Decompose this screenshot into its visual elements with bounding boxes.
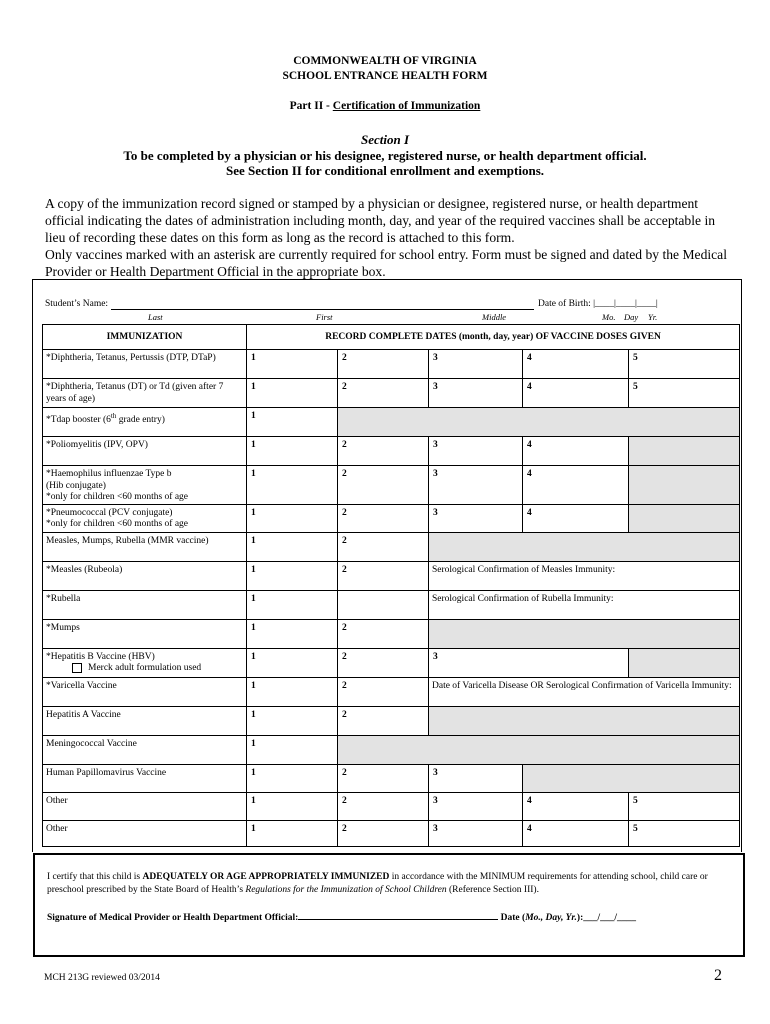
shaded-cell [629, 504, 740, 532]
dose-1[interactable]: 1 [247, 350, 338, 379]
table-row [43, 379, 740, 408]
serology-note[interactable]: Date of Varicella Disease OR Serological Confirmation of Varicella Immunity: [429, 677, 740, 706]
dose-4[interactable]: 4 [523, 792, 629, 820]
dose-2[interactable]: 2 [338, 350, 429, 379]
dose-1[interactable]: 1 [247, 792, 338, 820]
dose-4[interactable]: 4 [523, 504, 629, 532]
dose-5[interactable]: 5 [629, 792, 740, 820]
cert-text-pre: I certify that this child is [47, 872, 143, 882]
dose-3[interactable]: 3 [429, 437, 523, 466]
signature-field[interactable] [298, 909, 498, 920]
vaccine-name: *Rubella [43, 590, 247, 619]
vaccine-name-line-3: *only for children <60 months of age [46, 492, 189, 502]
shaded-cell [523, 764, 740, 792]
vaccine-name: *Measles (Rubeola) [43, 561, 247, 590]
dose-1[interactable]: 1 [247, 561, 338, 590]
dose-5[interactable]: 5 [629, 350, 740, 379]
dose-2[interactable]: 2 [338, 764, 429, 792]
vaccine-name: *Diphtheria, Tetanus, Pertussis (DTP, DTaP) [43, 350, 247, 379]
dose-2[interactable]: 2 [338, 792, 429, 820]
dose-1[interactable]: 1 [247, 590, 338, 619]
signature-line [47, 909, 636, 923]
table-header-row [43, 325, 740, 350]
dose-1[interactable]: 1 [247, 677, 338, 706]
form-title: SCHOOL ENTRANCE HEALTH FORM [282, 70, 488, 82]
table-row [43, 677, 740, 706]
immunization-table [42, 324, 740, 847]
dose-1[interactable]: 1 [247, 504, 338, 532]
dose-5[interactable]: 5 [629, 820, 740, 846]
vaccine-name [43, 408, 247, 437]
page-number: 2 [714, 967, 722, 984]
student-name-label: Student’s Name: [45, 299, 109, 309]
vaccine-name [43, 648, 247, 677]
dose-1[interactable]: 1 [247, 437, 338, 466]
empty-cell[interactable] [338, 590, 429, 619]
dose-2[interactable]: 2 [338, 466, 429, 505]
dose-5[interactable]: 5 [629, 379, 740, 408]
dose-4[interactable]: 4 [523, 466, 629, 505]
cert-text-bold: ADEQUATELY OR AGE APPROPRIATELY IMMUNIZED [142, 872, 390, 882]
cert-text-italic: Regulations for the Immunization of School Children [245, 885, 447, 895]
dose-1[interactable]: 1 [247, 619, 338, 648]
certification-text [47, 871, 727, 897]
vaccine-name: Other [43, 792, 247, 820]
dose-4[interactable]: 4 [523, 350, 629, 379]
vaccine-name-line-2: *only for children <60 months of age [46, 519, 189, 529]
dose-3[interactable]: 3 [429, 648, 629, 677]
table-row [43, 350, 740, 379]
table-row [43, 437, 740, 466]
dose-1[interactable]: 1 [247, 820, 338, 846]
table-row [43, 619, 740, 648]
vaccine-name-line-1: *Hepatitis B Vaccine (HBV) [46, 651, 155, 662]
dose-1[interactable]: 1 [247, 648, 338, 677]
name-sub-middle: Middle [482, 312, 507, 322]
name-sub-first: First [316, 312, 333, 322]
part-title [0, 100, 770, 112]
merck-option[interactable] [46, 663, 244, 675]
table-row [43, 648, 740, 677]
date-of-birth-field[interactable]: Date of Birth: |____|____|____| [538, 299, 658, 309]
student-name-field[interactable] [111, 309, 534, 310]
dose-3[interactable]: 3 [429, 764, 523, 792]
vaccine-name: Meningococcal Vaccine [43, 735, 247, 764]
dose-3[interactable]: 3 [429, 350, 523, 379]
dose-1[interactable]: 1 [247, 706, 338, 735]
table-row [43, 590, 740, 619]
dob-sub-day: Day [624, 312, 639, 322]
shaded-cell [338, 408, 740, 437]
serology-note[interactable]: Serological Confirmation of Rubella Immunity: [429, 590, 740, 619]
dose-2[interactable]: 2 [338, 706, 429, 735]
vaccine-name-post: grade entry) [116, 415, 165, 426]
part-name: Certification of Immunization [332, 100, 481, 112]
table-row [43, 561, 740, 590]
dose-4[interactable]: 4 [523, 379, 629, 408]
vaccine-name-pre: *Tdap booster (6 [46, 415, 111, 426]
form-id: MCH 213G reviewed 03/2014 [44, 973, 160, 983]
table-row [43, 706, 740, 735]
dose-2[interactable]: 2 [338, 532, 429, 561]
vaccine-name [43, 466, 247, 505]
vaccine-name: *Poliomyelitis (IPV, OPV) [43, 437, 247, 466]
dose-2[interactable]: 2 [338, 561, 429, 590]
intro-paragraph-2: Only vaccines marked with an asterisk are currently required for school entry. Form must be signed and dated by the Medical Provider or Health Department Official in the appropriate box. [45, 247, 727, 279]
table-row [43, 735, 740, 764]
shaded-cell [629, 437, 740, 466]
state-heading: COMMONWEALTH OF VIRGINIA [293, 55, 477, 67]
table-row [43, 532, 740, 561]
shaded-cell [629, 648, 740, 677]
table-row [43, 408, 740, 437]
vaccine-name: Human Papillomavirus Vaccine [43, 764, 247, 792]
vaccine-name [43, 504, 247, 532]
dose-2[interactable]: 2 [338, 504, 429, 532]
cert-text-mid: in accordance with the MINIMUM requirements for attending school, child care or preschool prescribed by the State Board of Health’s [47, 872, 708, 895]
dose-3[interactable]: 3 [429, 504, 523, 532]
vaccine-name-sup: th [110, 412, 117, 420]
dose-3[interactable]: 3 [429, 466, 523, 505]
merck-label: Merck adult formulation used [88, 663, 202, 674]
serology-note[interactable]: Serological Confirmation of Measles Immunity: [429, 561, 740, 590]
dose-2[interactable]: 2 [338, 677, 429, 706]
vaccine-name-line-2: (Hib conjugate) [46, 480, 106, 491]
dose-3[interactable]: 3 [429, 792, 523, 820]
vaccine-name-line-1: *Haemophilus influenzae Type b [46, 469, 172, 479]
dose-2[interactable]: 2 [338, 379, 429, 408]
dose-2[interactable]: 2 [338, 648, 429, 677]
dose-1[interactable]: 1 [247, 532, 338, 561]
vaccine-name-line-1: *Pneumococcal (PCV conjugate) [46, 507, 173, 518]
shaded-cell [429, 532, 740, 561]
header-record-dates: RECORD COMPLETE DATES (month, day, year) OF VACCINE DOSES GIVEN [247, 325, 740, 350]
header-immunization: IMMUNIZATION [43, 325, 247, 350]
dose-1[interactable]: 1 [247, 735, 338, 764]
table-row [43, 792, 740, 820]
vaccine-name: *Diphtheria, Tetanus (DT) or Td (given after 7 years of age) [43, 379, 247, 408]
checkbox-icon[interactable] [72, 663, 82, 673]
table-row [43, 820, 740, 846]
vaccine-name: Hepatitis A Vaccine [43, 706, 247, 735]
dose-1[interactable]: 1 [247, 408, 338, 437]
shaded-cell [338, 735, 740, 764]
certification-box [33, 853, 745, 957]
table-row [43, 504, 740, 532]
dose-4[interactable]: 4 [523, 437, 629, 466]
dose-3[interactable]: 3 [429, 379, 523, 408]
dob-sub-year: Yr. [648, 312, 658, 322]
dose-3[interactable]: 3 [429, 820, 523, 846]
shaded-cell [429, 619, 740, 648]
dose-4[interactable]: 4 [523, 820, 629, 846]
signature-label: Signature of Medical Provider or Health Department Official: [47, 913, 299, 923]
table-row [43, 764, 740, 792]
dob-sub-month: Mo. [602, 312, 616, 322]
section-title: Section I [360, 132, 410, 147]
dose-2[interactable]: 2 [338, 619, 429, 648]
vaccine-name: *Varicella Vaccine [43, 677, 247, 706]
shaded-cell [629, 466, 740, 505]
vaccine-name: Measles, Mumps, Rubella (MMR vaccine) [43, 532, 247, 561]
dose-2[interactable]: 2 [338, 437, 429, 466]
shaded-cell [429, 706, 740, 735]
name-sub-last: Last [148, 312, 163, 322]
vaccine-name: *Mumps [43, 619, 247, 648]
instruction-line-2: See Section II for conditional enrollment and exemptions. [225, 163, 545, 178]
dose-1[interactable]: 1 [247, 379, 338, 408]
cert-text-post: (Reference Section III). [446, 885, 539, 895]
dose-1[interactable]: 1 [247, 764, 338, 792]
date-label[interactable]: Date (Mo., Day, Yr.):___/___/____ [500, 913, 637, 923]
dose-1[interactable]: 1 [247, 466, 338, 505]
table-row [43, 466, 740, 505]
vaccine-name: Other [43, 820, 247, 846]
part-prefix: Part II - [289, 100, 333, 112]
dose-2[interactable]: 2 [338, 820, 429, 846]
intro-paragraph-1: A copy of the immunization record signed or stamped by a physician or designee, registered nurse, or health department official indicating the dates of administration including month, day, and year of the required vaccines shall be acceptable in lieu of recording these dates on this form as long as the record is attached to this form. [45, 196, 716, 245]
instruction-line-1: To be completed by a physician or his designee, registered nurse, or health department official. [123, 148, 647, 163]
